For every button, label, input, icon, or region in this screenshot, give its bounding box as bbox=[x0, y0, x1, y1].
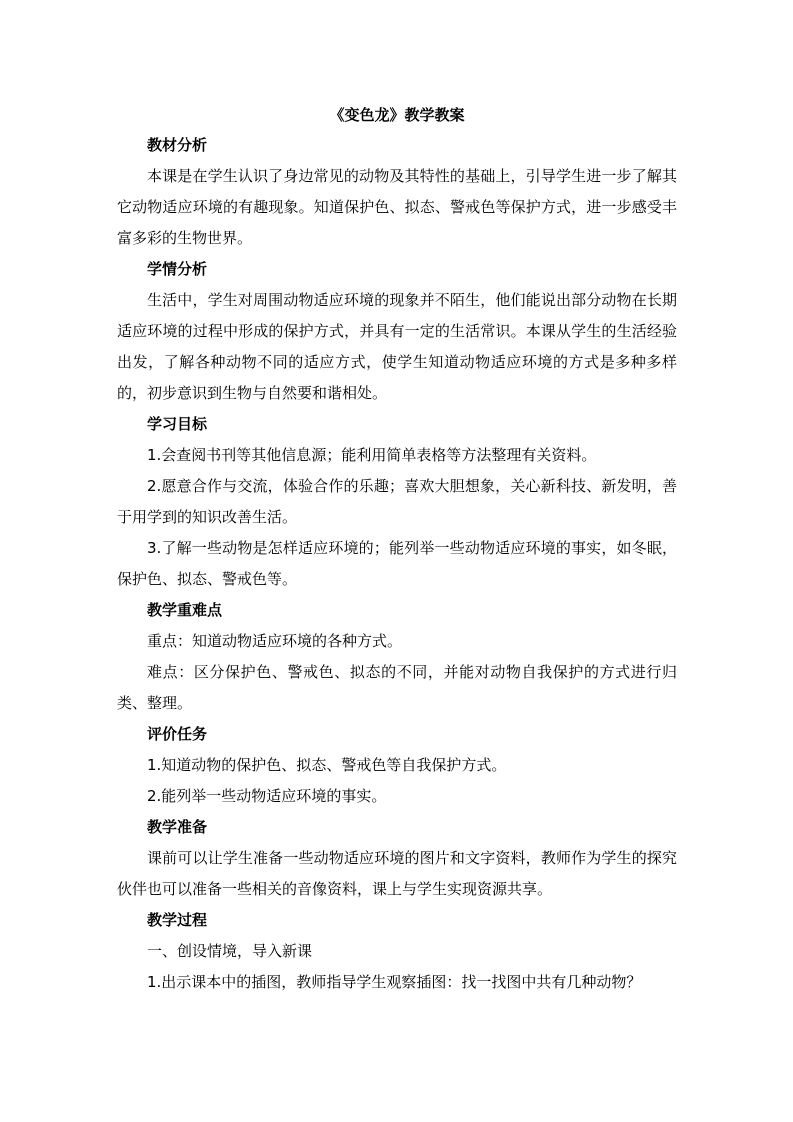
process-step-heading: 一、创设情境，导入新课 bbox=[147, 942, 313, 960]
goal-item: 1.会查阅书刊等其他信息源；能利用简单表格等方法整理有关资料。 bbox=[147, 446, 597, 464]
section-heading: 教学重难点 bbox=[147, 601, 223, 619]
section-heading: 评价任务 bbox=[147, 725, 208, 743]
paragraph: 课前可以让学生准备一些动物适应环境的图片和文字资料，教师作为学生的探究伙伴也可以准备一些相关的音像资料，课上与学生实现资源共享。 bbox=[117, 849, 677, 898]
evaluation-item: 1.知道动物的保护色、拟态、警戒色等自我保护方式。 bbox=[147, 756, 507, 774]
document-page bbox=[117, 100, 677, 998]
section-learner-analysis bbox=[117, 254, 677, 409]
section-evaluation bbox=[117, 719, 677, 812]
difficult-point: 难点：区分保护色、警戒色、拟态的不同，并能对动物自我保护的方式进行归类、整理。 bbox=[117, 663, 677, 712]
section-material-analysis bbox=[117, 130, 677, 254]
paragraph: 本课是在学生认识了身边常见的动物及其特性的基础上，引导学生进一步了解其它动物适应环境的有趣现象。知道保护色、拟态、警戒色等保护方式，进一步感受丰富多彩的生物世界。 bbox=[117, 167, 677, 247]
section-preparation bbox=[117, 812, 677, 905]
section-key-points bbox=[117, 595, 677, 719]
paragraph: 生活中，学生对周围动物适应环境的现象并不陌生，他们能说出部分动物在长期适应环境的过程中形成的保护方式，并具有一定的生活常识。本课从学生的生活经验出发，了解各种动物不同的适应方式，使学生知道动物适应环境的方式是多种多样的，初步意识到生物与自然要和谐相处。 bbox=[117, 291, 677, 402]
section-heading: 教材分析 bbox=[147, 136, 208, 154]
process-step: 1.出示课本中的插图，教师指导学生观察插图：找一找图中共有几种动物？ bbox=[147, 973, 642, 991]
evaluation-item: 2.能列举一些动物适应环境的事实。 bbox=[147, 787, 387, 805]
section-teaching-process bbox=[117, 905, 677, 998]
goal-item: 2.愿意合作与交流，体验合作的乐趣；喜欢大胆想象，关心新科技、新发明，善于用学到的知识改善生活。 bbox=[117, 477, 677, 526]
document-title: 《变色龙》教学教案 bbox=[329, 106, 465, 124]
section-heading: 教学过程 bbox=[147, 911, 208, 929]
goal-item: 3.了解一些动物是怎样适应环境的；能列举一些动物适应环境的事实，如冬眠，保护色、拟态、警戒色等。 bbox=[117, 539, 677, 588]
section-learning-goals bbox=[117, 409, 677, 595]
section-heading: 学习目标 bbox=[147, 415, 208, 433]
section-heading: 学情分析 bbox=[147, 260, 208, 278]
section-heading: 教学准备 bbox=[147, 818, 208, 836]
key-point: 重点：知道动物适应环境的各种方式。 bbox=[147, 632, 403, 650]
